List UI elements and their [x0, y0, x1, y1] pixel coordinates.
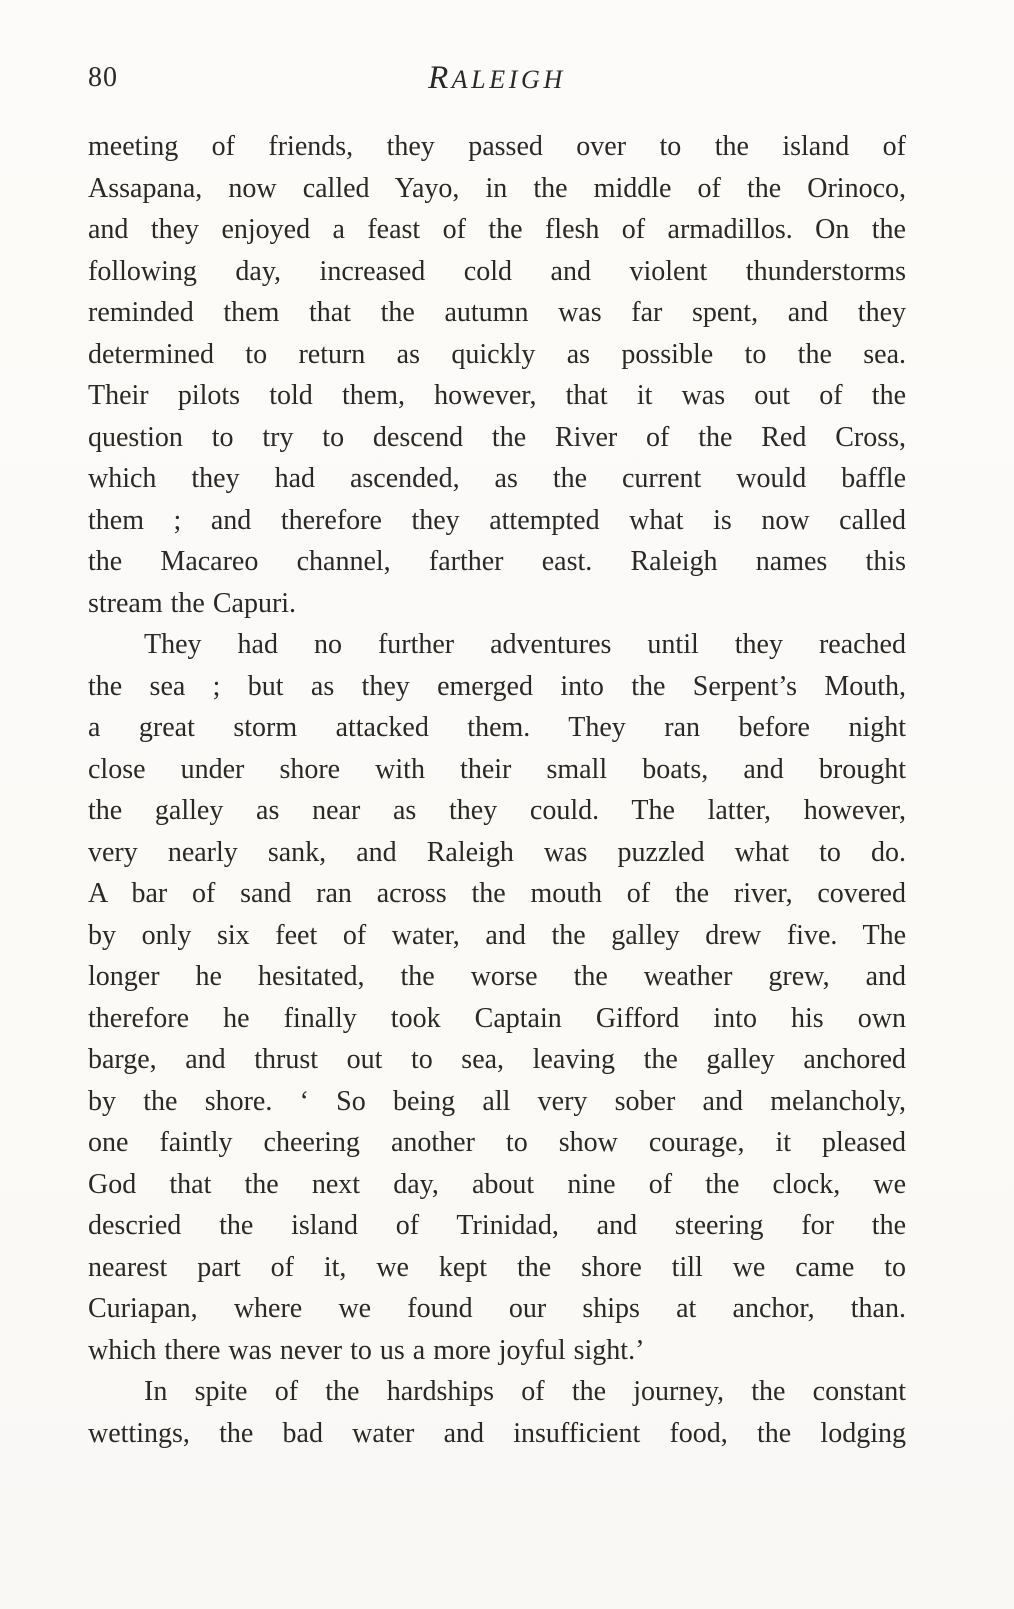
running-title: RALEIGH: [428, 60, 566, 96]
text-line: reminded them that the autumn was far spent, and they: [88, 297, 906, 328]
text-line: Assapana, now called Yayo, in the middle of the Orinoco,: [88, 172, 906, 204]
text-line: Their pilots told them, however, that it was out of the: [88, 380, 906, 411]
paragraph: [88, 624, 906, 1371]
text-line: longer he hesitated, the worse the weather grew, and: [88, 961, 906, 992]
text-line: by only six feet of water, and the galley drew five. The: [88, 919, 906, 951]
text-line: Curiapan, where we found our ships at anchor, than.: [88, 1293, 906, 1324]
paragraph: [88, 126, 906, 624]
text-line: the sea ; but as they emerged into the Serpent’s Mouth,: [88, 670, 906, 702]
text-line: a great storm attacked them. They ran before night: [88, 712, 906, 743]
text-line: following day, increased cold and violent thunderstorms: [88, 255, 906, 287]
text-line: which there was never to us a more joyful sight.’: [88, 1334, 645, 1366]
text-line: one faintly cheering another to show courage, it pleased: [88, 1127, 906, 1158]
text-line: meeting of friends, they passed over to the island of: [88, 131, 906, 162]
text-line: determined to return as quickly as possible to the sea.: [88, 338, 906, 370]
paragraph: [88, 1371, 906, 1454]
text-line: A bar of sand ran across the mouth of the river, covered: [88, 878, 906, 909]
text-line: wettings, the bad water and insufficient food, the lodging: [88, 1417, 906, 1449]
text-line: descried the island of Trinidad, and steering for the: [88, 1210, 906, 1241]
text-line: barge, and thrust out to sea, leaving the galley anchored: [88, 1044, 906, 1075]
text-line: In spite of the hardships of the journey, the constant: [144, 1376, 906, 1407]
text-line: which they had ascended, as the current would baffle: [88, 463, 906, 494]
text-line: therefore he finally took Captain Gifford into his own: [88, 1002, 906, 1034]
text-line: They had no further adventures until they reached: [144, 629, 906, 660]
running-header: [88, 60, 906, 100]
text-line: very nearly sank, and Raleigh was puzzled what to do.: [88, 836, 906, 868]
text-line: and they enjoyed a feast of the flesh of armadillos. On the: [88, 214, 906, 245]
text-line: by the shore. ‘ So being all very sober and melancholy,: [88, 1085, 906, 1117]
text-line: them ; and therefore they attempted what is now called: [88, 504, 906, 536]
text-line: God that the next day, about nine of the clock, we: [88, 1168, 906, 1200]
text-line: stream the Capuri.: [88, 587, 297, 619]
page-body: [88, 126, 906, 1454]
text-line: close under shore with their small boats, and brought: [88, 753, 906, 785]
text-line: the Macareo channel, farther east. Raleigh names this: [88, 546, 906, 577]
page-number: 80: [88, 62, 118, 93]
text-line: question to try to descend the River of the Red Cross,: [88, 421, 906, 453]
text-line: nearest part of it, we kept the shore till we came to: [88, 1251, 906, 1283]
text-line: the galley as near as they could. The latter, however,: [88, 795, 906, 826]
